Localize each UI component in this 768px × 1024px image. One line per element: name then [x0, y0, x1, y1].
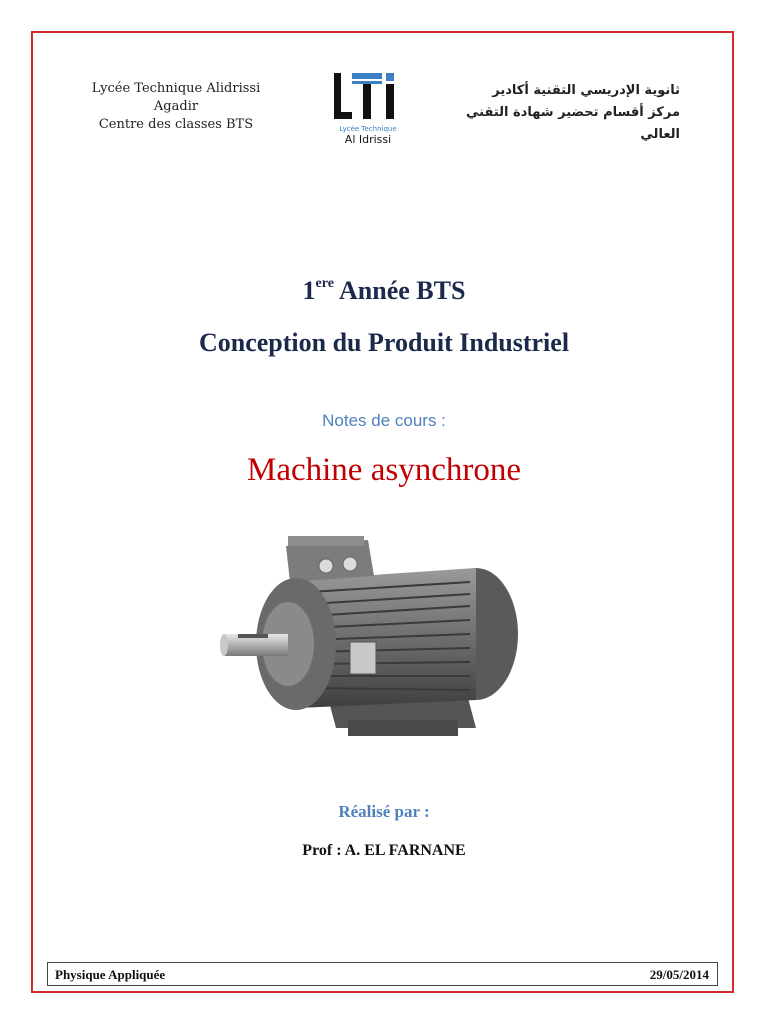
- cable-gland-1: [319, 559, 333, 573]
- logo-dot-i: [386, 73, 394, 81]
- year-label: Année BTS: [333, 276, 466, 305]
- terminal-box-lid: [288, 536, 364, 546]
- logo-bar-l-foot: [334, 112, 352, 119]
- program-title: Conception du Produit Industriel: [198, 328, 570, 357]
- school-header-french: [64, 80, 288, 134]
- shaft-end: [220, 634, 228, 656]
- year-superscript: ere: [315, 276, 334, 291]
- page-footer: [47, 962, 718, 986]
- logo-brand: Al Idrissi: [344, 133, 392, 146]
- nameplate: [350, 642, 376, 674]
- school-name: Lycée Technique Alidrissi: [91, 81, 261, 96]
- school-department-arabic: مركز أقسام تحضير شهادة التقني العالي: [466, 105, 680, 142]
- school-name-arabic: ثانوية الإدريسي التقنية أكادير: [492, 83, 680, 98]
- author-name: Prof : A. EL FARNANE: [302, 842, 466, 859]
- notes-label: Notes de cours :: [322, 411, 446, 430]
- logo-bar-t-stem: [363, 84, 371, 119]
- footer-date: 29/05/2014: [649, 967, 709, 982]
- logo-bar-t-top2: [352, 81, 382, 84]
- logo-bar-i: [386, 84, 394, 119]
- logo-bar-t-top: [352, 73, 382, 79]
- school-header-arabic: [430, 80, 680, 146]
- school-department: Centre des classes BTS: [98, 117, 254, 132]
- author-label: Réalisé par :: [338, 802, 430, 821]
- logo-subtitle: Lycée Technique: [339, 125, 397, 133]
- school-city: Agadir: [153, 99, 199, 114]
- course-year: [0, 276, 768, 306]
- cable-gland-2: [343, 557, 357, 571]
- shaft-keyway: [238, 634, 268, 638]
- year-number: 1: [302, 276, 316, 305]
- footer-subject: Physique Appliquée: [55, 967, 166, 982]
- motor-base: [348, 720, 458, 736]
- school-logo: [328, 67, 408, 147]
- induction-motor-image: [218, 530, 528, 760]
- subject-title: Machine asynchrone: [247, 452, 521, 488]
